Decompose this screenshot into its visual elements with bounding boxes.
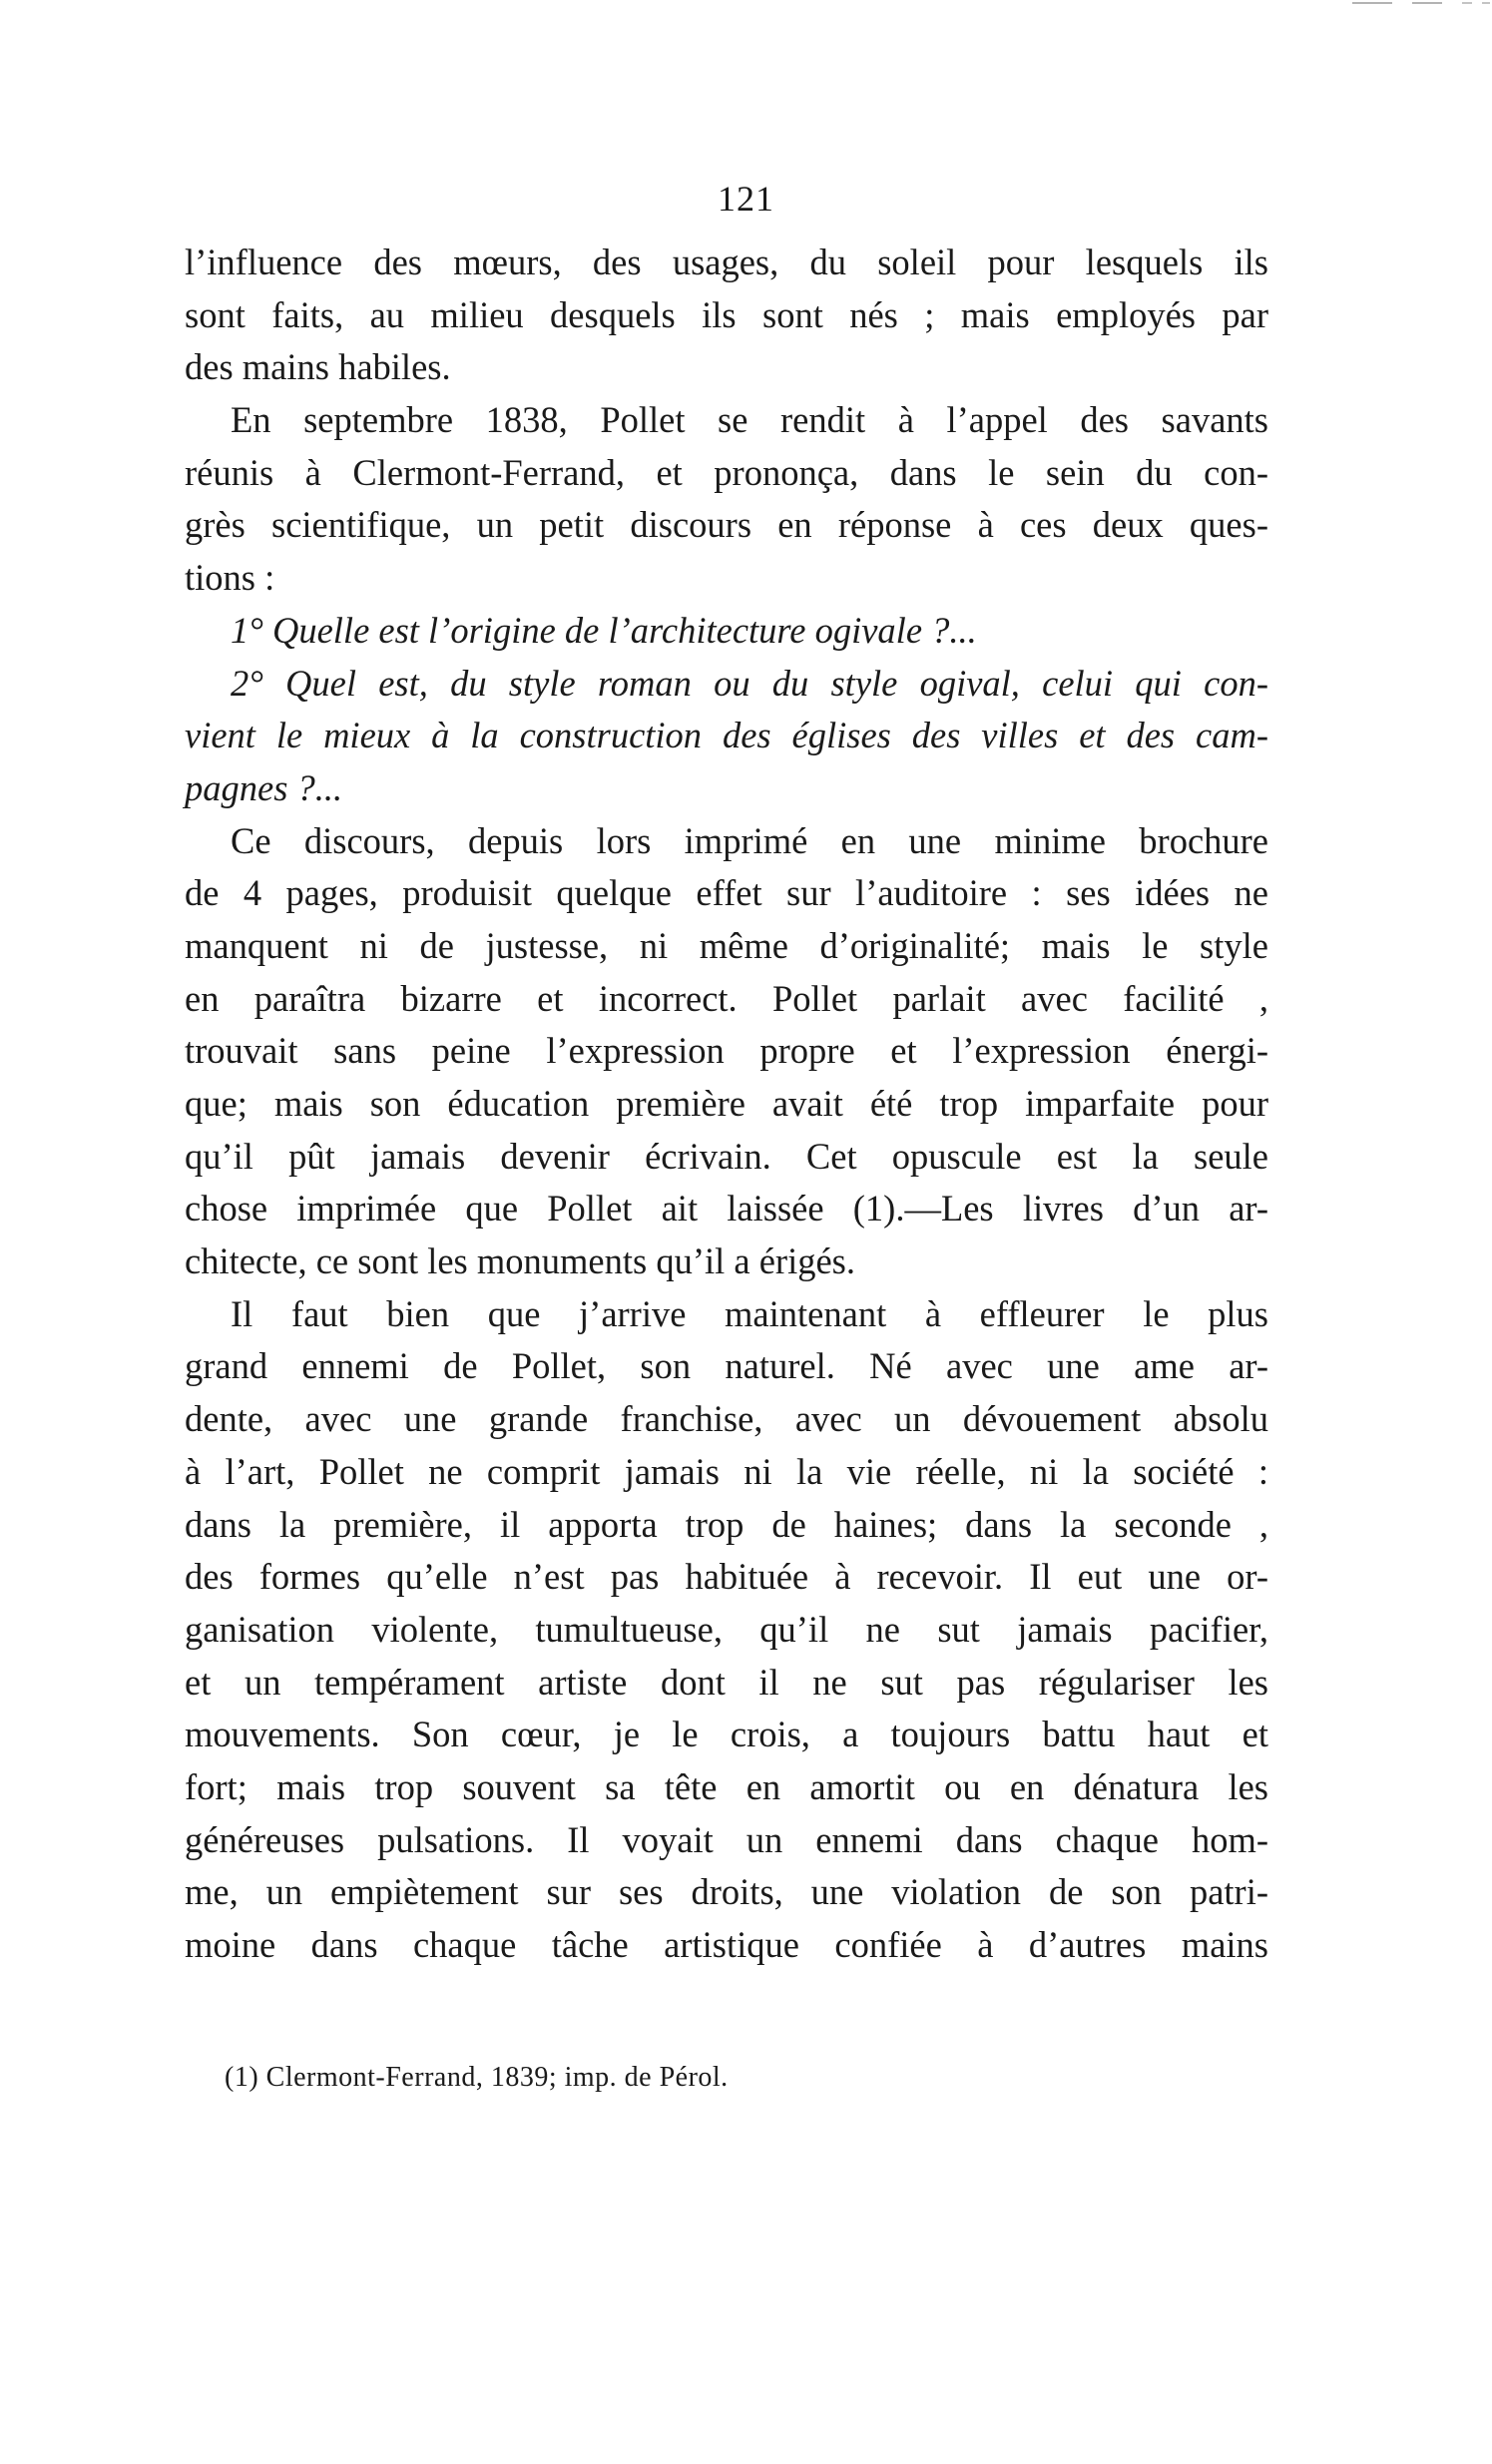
text-line: de 4 pages, produisit quelque effet sur l’auditoire : ses idées ne [185, 872, 1268, 914]
text-line: trouvait sans peine l’expression propre et l’expression énergi- [185, 1030, 1268, 1072]
text-line: moine dans chaque tâche artistique confiée à d’autres mains [185, 1924, 1268, 1965]
text-line: manquent ni de justesse, ni même d’originalité; mais le style [185, 924, 1268, 966]
scan-edge-marks [1352, 0, 1492, 10]
text-line: réunis à Clermont-Ferrand, et prononça, dans le sein du con- [185, 451, 1268, 493]
text-line: chose imprimée que Pollet ait laissée (1).—Les livres d’un ar- [185, 1188, 1268, 1230]
text-line: généreuses pulsations. Il voyait un ennemi dans chaque hom- [185, 1818, 1268, 1860]
text-line: des formes qu’elle n’est pas habituée à recevoir. Il eut une or- [185, 1556, 1268, 1598]
text-line: à l’art, Pollet ne comprit jamais ni la vie réelle, ni la société : [185, 1450, 1268, 1492]
text-line: chitecte, ce sont les monuments qu’il a érigés. [185, 1240, 856, 1282]
text-line: me, un empiètement sur ses droits, une violation de son patri- [185, 1871, 1268, 1913]
question-one: 1° Quelle est l’origine de l’architecture ogivale ?... [231, 609, 977, 651]
footnote: (1) Clermont-Ferrand, 1839; imp. de Pérol. [225, 2062, 729, 2093]
text-line: mouvements. Son cœur, je le crois, a toujours battu haut et [185, 1714, 1268, 1755]
text-line: qu’il pût jamais devenir écrivain. Cet opuscule est la seule [185, 1135, 1268, 1177]
question-two-end: pagnes ?... [185, 766, 343, 808]
text-line: et un tempérament artiste dont il ne sut pas régulariser les [185, 1661, 1268, 1703]
body-text [185, 237, 1268, 1972]
text-line: Il faut bien que j’arrive maintenant à effleurer le plus [231, 1292, 1268, 1334]
text-line: dans la première, il apporta trop de haines; dans la seconde , [185, 1503, 1268, 1545]
text-line: sont faits, au milieu desquels ils sont nés ; mais employés par [185, 293, 1268, 335]
text-line: tions : [185, 557, 275, 599]
text-line: Ce discours, depuis lors imprimé en une minime brochure [231, 819, 1268, 861]
question-two: 2° Quel est, du style roman ou du style ogival, celui qui con- [231, 662, 1268, 704]
text-line: ganisation violente, tumultueuse, qu’il ne sut jamais pacifier, [185, 1608, 1268, 1650]
text-line: en paraîtra bizarre et incorrect. Pollet parlait avec facilité , [185, 977, 1268, 1019]
text-line: des mains habiles. [185, 346, 451, 388]
text-line: grès scientifique, un petit discours en réponse à ces deux ques- [185, 504, 1268, 546]
text-line: fort; mais trop souvent sa tête en amortit ou en dénatura les [185, 1765, 1268, 1807]
text-line: dente, avec une grande franchise, avec un dévouement absolu [185, 1398, 1268, 1440]
text-line: l’influence des mœurs, des usages, du soleil pour lesquels ils [185, 242, 1268, 282]
question-two-continued: vient le mieux à la construction des églises des villes et des cam- [185, 715, 1268, 756]
text-line: que; mais son éducation première avait été trop imparfaite pour [185, 1083, 1268, 1124]
text-line: En septembre 1838, Pollet se rendit à l’appel des savants [231, 399, 1268, 441]
page-number: 121 [718, 179, 774, 219]
text-line: grand ennemi de Pollet, son naturel. Né avec une ame ar- [185, 1345, 1268, 1387]
